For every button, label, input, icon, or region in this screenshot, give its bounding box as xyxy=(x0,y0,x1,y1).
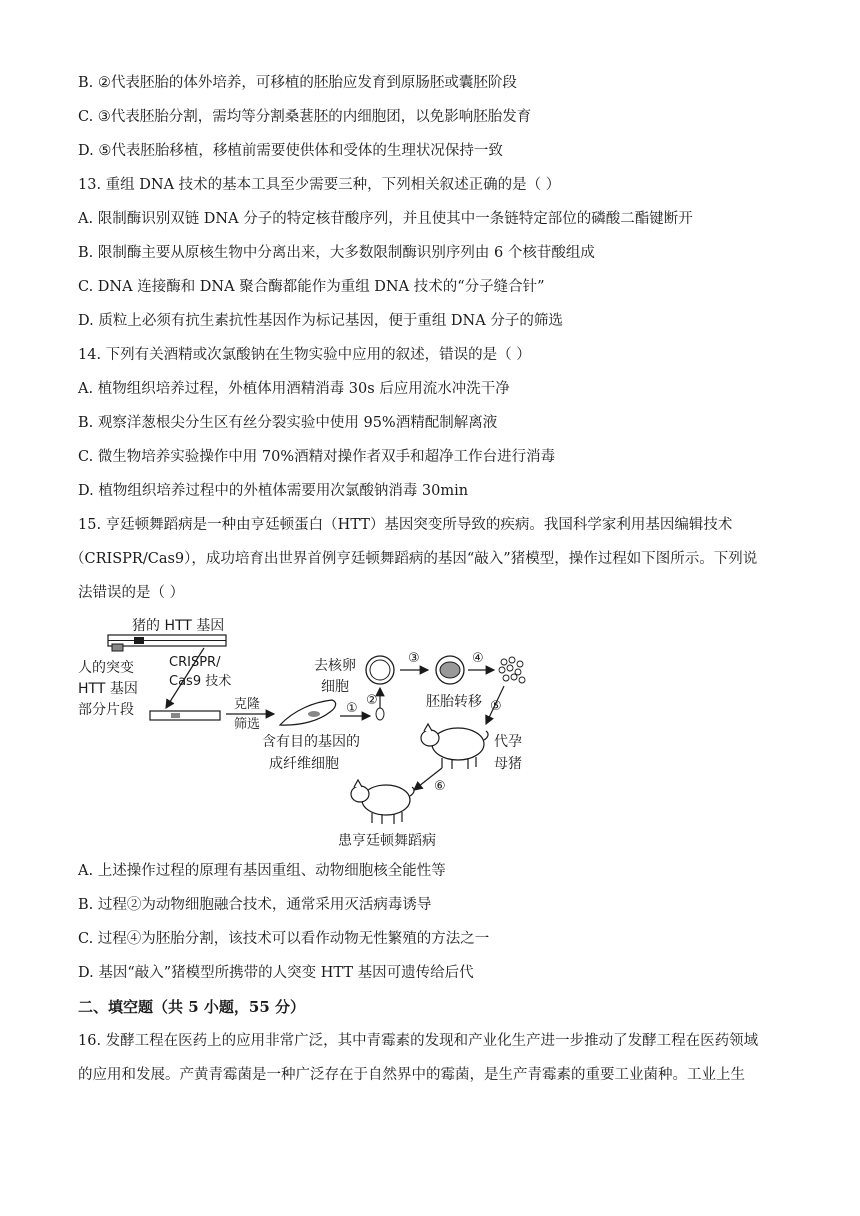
option-13d: D. 质粒上必须有抗生素抗性基因作为标记基因，便于重组 DNA 分子的筛选 xyxy=(78,313,563,329)
question-15-line1: 15. 亨廷顿舞蹈病是一种由亨廷顿蛋白（HTT）基因突变所导致的疾病。我国科学家利用基因编辑技术 xyxy=(78,517,733,533)
question-16-line2: 的应用和发展。产黄青霉菌是一种广泛存在于自然界中的霉菌，是生产青霉素的重要工业菌种。工业上生 xyxy=(78,1067,745,1083)
edited-gene-bar xyxy=(150,711,220,720)
fibroblast-label-2: 成纤维细胞 xyxy=(269,756,339,772)
step-6: ⑥ xyxy=(434,779,446,794)
option-13c: C. DNA 连接酶和 DNA 聚合酶都能作为重组 DNA 技术的“分子缝合针” xyxy=(78,279,545,295)
egg-label-1: 去核卵 xyxy=(314,658,356,674)
section-title: 二、填空题（共 5 小题，55 分） xyxy=(78,998,305,1016)
option-12c: C. ③代表胚胎分割，需均等分割桑葚胚的内细胞团，以免影响胚胎发育 xyxy=(78,109,532,125)
question-15-line2: （CRISPR/Cas9），成功培育出世界首例亨廷顿舞蹈病的基因“敲入”猪模型，操作过程如下图所示。下列说 xyxy=(70,551,758,567)
crispr-label-1: CRISPR/ xyxy=(169,655,221,670)
surrogate-label-2: 母猪 xyxy=(494,756,522,772)
step-2: ② xyxy=(366,693,378,708)
surrogate-label-1: 代孕 xyxy=(494,734,522,750)
human-fragment-small xyxy=(112,644,123,651)
clone-label-1: 克隆 xyxy=(234,697,261,712)
step-5: ⑤ xyxy=(490,699,502,714)
crispr-label-2: Cas9 技术 xyxy=(169,674,232,689)
question-16-line1: 16. 发酵工程在医药上的应用非常广泛，其中青霉素的发现和产业化生产进一步推动了发酵工程在医药领域 xyxy=(78,1033,759,1049)
question-15-line3: 法错误的是（ ） xyxy=(78,585,185,601)
fibroblast-cell xyxy=(280,700,336,725)
edited-gene-insert xyxy=(171,713,180,718)
human-mut-label-1: 人的突变 xyxy=(78,660,134,676)
diseased-pig-icon xyxy=(351,780,414,824)
enucleated-egg-inner xyxy=(370,660,390,680)
question-13: 13. 重组 DNA 技术的基本工具至少需要三种，下列相关叙述正确的是（ ） xyxy=(78,177,561,193)
option-15b: B. 过程②为动物细胞融合技术，通常采用灭活病毒诱导 xyxy=(78,897,432,913)
option-13b: B. 限制酶主要从原核生物中分离出来，大多数限制酶识别序列由 6 个核苷酸组成 xyxy=(78,245,595,261)
transfer-label: 胚胎转移 xyxy=(426,694,482,710)
option-13a: A. 限制酶识别双链 DNA 分子的特定核苷酸序列，并且使其中一条链特定部位的磷酸二酯键断开 xyxy=(78,211,693,227)
option-15d: D. 基因“敲入”猪模型所携带的人突变 HTT 基因可遗传给后代 xyxy=(78,965,474,981)
step-4: ④ xyxy=(472,651,484,666)
reconstructed-embryo-inner xyxy=(440,662,460,678)
egg-label-2: 细胞 xyxy=(321,679,349,695)
option-14d: D. 植物组织培养过程中的外植体需要用次氯酸钠消毒 30min xyxy=(78,483,469,499)
option-15c: C. 过程④为胚胎分割，该技术可以看作动物无性繁殖的方法之一 xyxy=(78,931,490,947)
disease-label: 患亨廷顿舞蹈病 xyxy=(338,833,436,849)
surrogate-pig-icon xyxy=(421,724,488,769)
step-1: ① xyxy=(346,701,358,716)
human-mut-label-2: HTT 基因 xyxy=(78,681,138,697)
option-14b: B. 观察洋葱根尖分生区有丝分裂实验中使用 95%酒精配制解离液 xyxy=(78,415,498,431)
htt-knockin-diagram xyxy=(74,610,544,855)
option-12b: B. ②代表胚胎的体外培养，可移植的胚胎应发育到原肠胚或囊胚阶段 xyxy=(78,75,517,91)
fibroblast-nucleus xyxy=(308,711,320,717)
fibroblast-label-1: 含有目的基因的 xyxy=(262,734,360,750)
option-15a: A. 上述操作过程的原理有基因重组、动物细胞核全能性等 xyxy=(78,863,446,879)
step-3: ③ xyxy=(408,651,420,666)
question-14: 14. 下列有关酒精或次氯酸钠在生物实验中应用的叙述，错误的是（ ） xyxy=(78,347,531,363)
option-14c: C. 微生物培养实验操作中用 70%酒精对操作者双手和超净工作台进行消毒 xyxy=(78,449,556,465)
embryo-cluster xyxy=(499,657,525,683)
option-12d: D. ⑤代表胚胎移植，移植前需要使供体和受体的生理状况保持一致 xyxy=(78,143,503,159)
option-14a: A. 植物组织培养过程，外植体用酒精消毒 30s 后应用流水冲洗干净 xyxy=(78,381,510,397)
donor-nucleus xyxy=(376,708,384,720)
human-mut-label-3: 部分片段 xyxy=(78,702,134,718)
clone-label-2: 筛选 xyxy=(234,717,261,732)
pig-gene-label: 猪的 HTT 基因 xyxy=(132,618,225,634)
